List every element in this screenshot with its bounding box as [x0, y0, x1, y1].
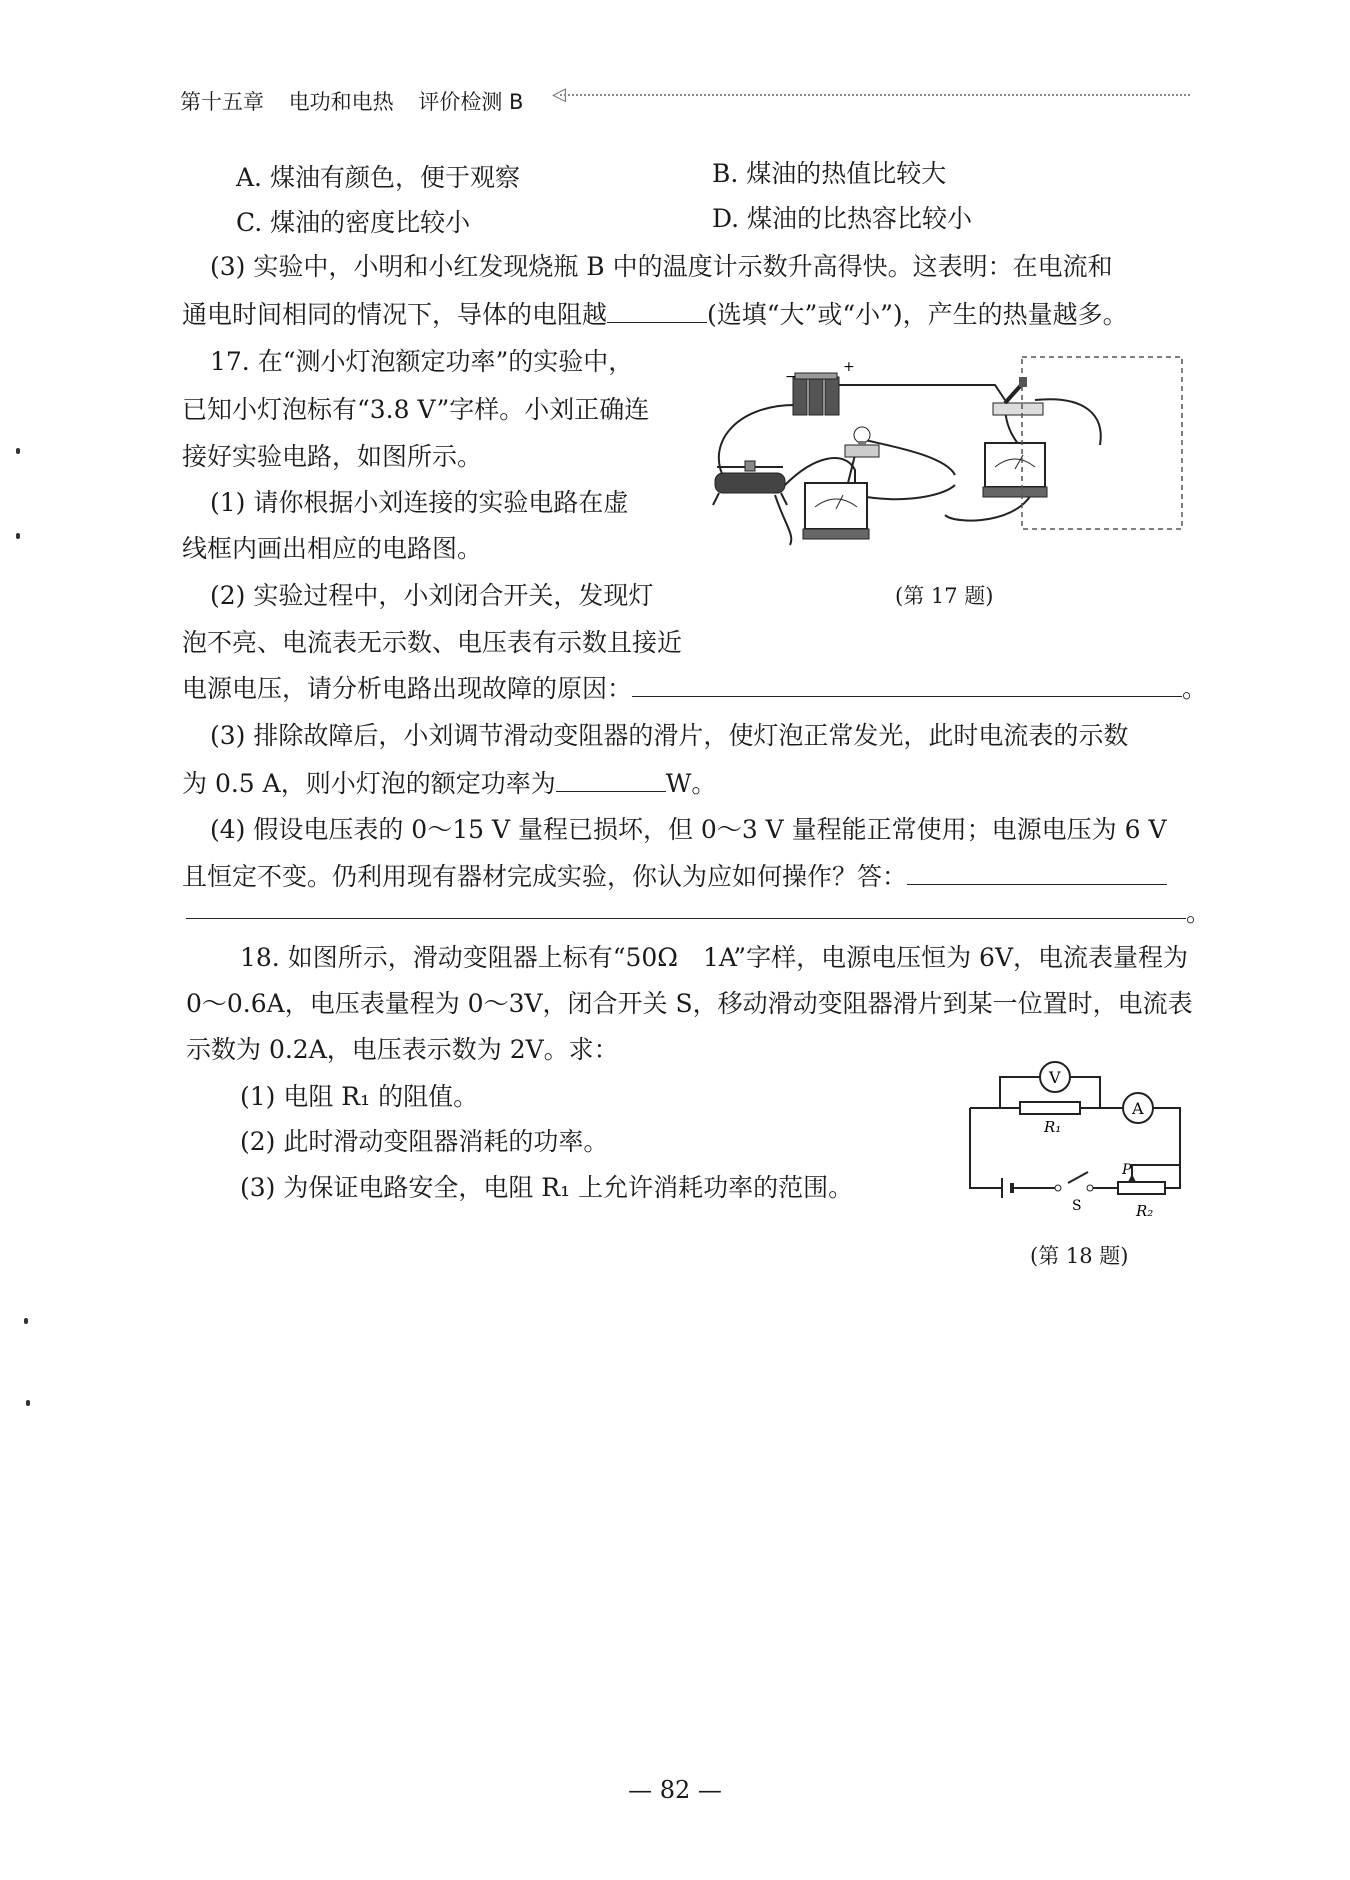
q16-part3-line2 [182, 291, 1128, 339]
q17-part4-line2 [182, 853, 1167, 901]
header-arrow-icon: ◁ [552, 84, 566, 105]
battery-icon [793, 373, 839, 415]
q17-caption: (第 17 题) [895, 584, 994, 608]
r1-label: R₁ [1044, 1118, 1062, 1136]
q17-part1-line1: (1) 请你根据小刘连接的实验电路在虚 [210, 488, 629, 517]
q16-option-a: A. 煤油有颜色，便于观察 [236, 163, 520, 192]
q16-part3-text-b: (选填“大”或“小”)，产生的热量越多。 [707, 300, 1128, 329]
q17-line3: 接好实验电路，如图所示。 [182, 442, 483, 471]
q17-part2-end: 。 [1182, 674, 1208, 703]
q17-power-blank[interactable] [556, 763, 666, 792]
battery-minus-label: − [785, 369, 797, 385]
switch-label: S [1072, 1198, 1082, 1214]
page-number: — 82 — [628, 1776, 722, 1804]
q17-line1: 17. 在“测小灯泡额定功率”的实验中， [210, 347, 634, 376]
q17-part3-text-a: 为 0.5 A，则小灯泡的额定功率为 [182, 769, 556, 798]
q17-part3-line1: (3) 排除故障后，小刘调节滑动变阻器的滑片，使灯泡正常发光，此时电流表的示数 [210, 721, 1129, 750]
q17-part3-line2 [182, 760, 716, 808]
q16-answer-blank[interactable] [607, 294, 707, 323]
section-label: 评价检测 B [418, 90, 524, 114]
r2-rheostat [1118, 1182, 1165, 1194]
r1-resistor [1020, 1102, 1080, 1114]
q17-part3-text-b: W。 [665, 769, 717, 798]
q18-caption: (第 18 题) [1030, 1244, 1129, 1268]
battery-symbol [1002, 1178, 1012, 1198]
q17-part2-line1: (2) 实验过程中，小刘闭合开关，发现灯 [210, 581, 654, 610]
r2-label: R₂ [1136, 1202, 1154, 1220]
voltmeter-icon [983, 443, 1047, 497]
voltmeter-label: V [1049, 1068, 1061, 1087]
q17-part4-text: 且恒定不变。仍利用现有器材完成实验，你认为应如何操作？答： [182, 862, 908, 891]
q17-circuit-figure [705, 355, 1185, 565]
q16-option-b: B. 煤油的热值比较大 [712, 159, 947, 188]
binding-mark [16, 533, 20, 539]
binding-mark [16, 448, 20, 454]
binding-mark [26, 1400, 30, 1406]
ammeter-label: A [1132, 1099, 1144, 1118]
q18-line1: 18. 如图所示，滑动变阻器上标有“50Ω 1A”字样，电源电压恒为 6V，电流表量程为 [240, 943, 1189, 972]
q16-part3-text-a: 通电时间相同的情况下，导体的电阻越 [182, 300, 608, 329]
q18-circuit-figure [960, 1050, 1190, 1230]
q17-part2-line3 [182, 665, 1207, 713]
battery-plus-label: + [843, 359, 855, 375]
q17-fault-blank[interactable] [632, 668, 1182, 697]
q17-part2-text: 电源电压，请分析电路出现故障的原因： [182, 674, 633, 703]
page-header [180, 86, 541, 116]
slider-p-label: P [1122, 1162, 1132, 1178]
q18-line3: 示数为 0.2A，电压表示数为 2V。求： [186, 1035, 619, 1064]
q18-sub1: (1) 电阻 R₁ 的阻值。 [240, 1082, 479, 1111]
q18-line2: 0～0.6A，电压表量程为 0～3V，闭合开关 S，移动滑动变阻器滑片到某一位置时，电流表 [186, 989, 1193, 1018]
ammeter-icon [803, 483, 869, 539]
q17-part1-line2: 线框内画出相应的电路图。 [182, 534, 483, 563]
binding-mark [24, 1318, 28, 1324]
switch-icon [993, 377, 1043, 415]
q17-line2: 已知小灯泡标有“3.8 V”字样。小刘正确连 [182, 395, 650, 424]
q16-part3-line1: (3) 实验中，小明和小红发现烧瓶 B 中的温度计示数升高得快。这表明：在电流和 [210, 252, 1113, 281]
chapter-title: 电功和电热 [288, 90, 394, 114]
switch-symbol [1055, 1185, 1061, 1191]
q17-part2-line2: 泡不亮、电流表无示数、电压表有示数且接近 [182, 628, 683, 657]
q18-sub3: (3) 为保证电路安全，电阻 R₁ 上允许消耗功率的范围。 [240, 1173, 854, 1202]
header-divider [560, 94, 1190, 96]
q18-sub2: (2) 此时滑动变阻器消耗的功率。 [240, 1127, 609, 1156]
chapter-label: 第十五章 [180, 90, 264, 114]
q16-option-d: D. 煤油的比热容比较小 [712, 204, 973, 233]
q16-option-c: C. 煤油的密度比较小 [236, 208, 471, 237]
q17-part4-line1: (4) 假设电压表的 0～15 V 量程已损坏，但 0～3 V 量程能正常使用；电源电压为 6 V [210, 815, 1167, 844]
q17-part4-end: 。 [1186, 898, 1212, 927]
q17-operation-blank-1[interactable] [907, 856, 1167, 885]
q17-operation-blank-2[interactable] [186, 918, 1186, 919]
